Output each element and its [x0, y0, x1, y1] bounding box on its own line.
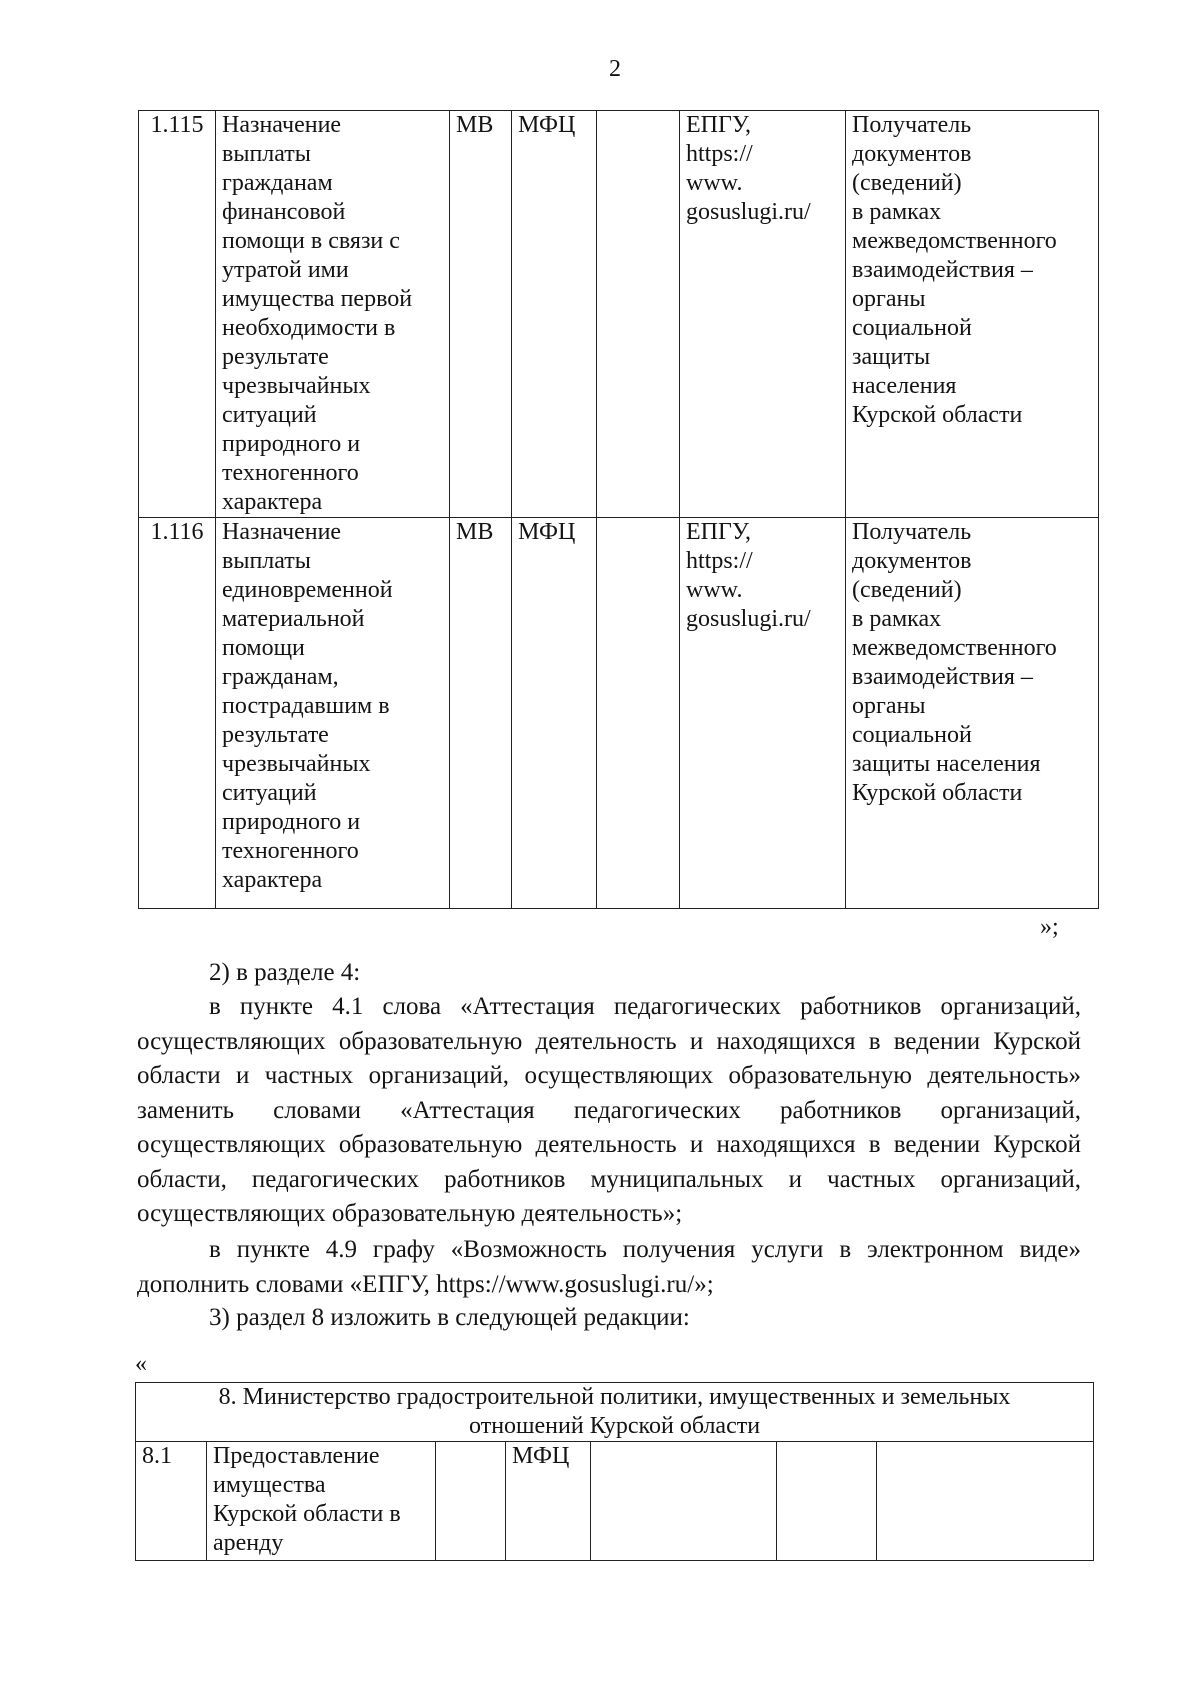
table-row [136, 1442, 1094, 1561]
row-number: 8.1 [136, 1442, 207, 1561]
paragraph-section-4 [137, 956, 1081, 991]
row-number: 1.116 [139, 518, 216, 909]
section-header-row [136, 1383, 1094, 1442]
cell-type: МВ [450, 518, 512, 909]
paragraph-section-8 [137, 1301, 1081, 1336]
services-table [138, 110, 1099, 909]
cell-recipient: Получатель документов (сведений) в рамках межведомственного взаимодействия – органы социальной защиты населения Курской области [846, 111, 1099, 518]
paragraph-text: 3) раздел 8 изложить в следующей редакции: [209, 1304, 690, 1331]
paragraph-text: в пункте 4.9 графу «Возможность получения услуги в электронном виде» дополнить словами «ЕПГУ, https://www.gosuslugi.ru/»; [137, 1236, 1081, 1298]
cell-mfc: МФЦ [506, 1442, 591, 1561]
cell-recipient [877, 1442, 1094, 1561]
paragraph-item-4-9 [137, 1233, 1081, 1302]
cell-mfc: МФЦ [512, 518, 597, 909]
section-header: 8. Министерство градостроительной политики, имущественных и земельных отношений Курской области [136, 1383, 1094, 1442]
cell-electronic: ЕПГУ, https:// www. gosuslugi.ru/ [680, 111, 846, 518]
opening-quote: « [135, 1351, 147, 1377]
page-number: 2 [609, 56, 621, 82]
paragraph-item-4-1 [137, 990, 1081, 1232]
cell-electronic [777, 1442, 877, 1561]
cell-type [436, 1442, 506, 1561]
section-8-table [135, 1382, 1094, 1561]
cell-empty [591, 1442, 777, 1561]
table-row [139, 518, 1099, 909]
cell-type: МВ [450, 111, 512, 518]
closing-quote: »; [1040, 914, 1059, 940]
paragraph-text: 2) в разделе 4: [209, 959, 361, 986]
cell-electronic: ЕПГУ, https:// www. gosuslugi.ru/ [680, 518, 846, 909]
service-name: Назначение выплаты единовременной материальной помощи гражданам, пострадавшим в результате чрезвычайных ситуаций природного и техногенного характера [216, 518, 450, 909]
cell-mfc: МФЦ [512, 111, 597, 518]
service-name: Назначение выплаты гражданам финансовой помощи в связи с утратой ими имущества первой необходимости в результате чрезвычайных ситуаций природного и техногенного характера [216, 111, 450, 518]
table-row [139, 111, 1099, 518]
row-number: 1.115 [139, 111, 216, 518]
paragraph-text: в пункте 4.1 слова «Аттестация педагогических работников организаций, осуществляющих образовательную деятельность и находящихся в ведении Курской области и частных организаций, осуществляющих образовательную деятельность» заменить словами «Аттестация педагогических работников организаций, осуществляющих образовательную деятельность и находящихся в ведении Курской области, педагогических работников муниципальных и частных организаций, осуществляющих образовательную деятельность»; [137, 993, 1081, 1227]
cell-recipient: Получатель документов (сведений) в рамках межведомственного взаимодействия – органы социальной защиты населения Курской области [846, 518, 1099, 909]
cell-empty [597, 518, 680, 909]
service-name: Предоставление имущества Курской области в аренду [207, 1442, 436, 1561]
cell-empty [597, 111, 680, 518]
